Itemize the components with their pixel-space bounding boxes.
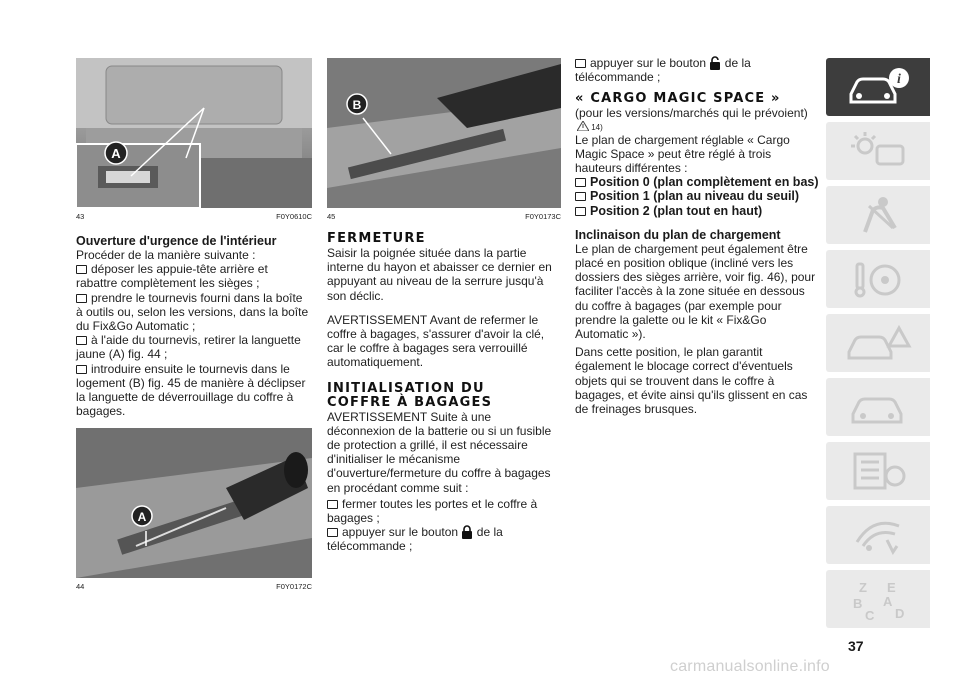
page-number: 37 (848, 638, 864, 654)
figure-number: 44 (76, 582, 85, 592)
inclination-text: Le plan de chargement peut également être placé en position oblique (incliné vers les dossiers des sièges arrière, voir fig. 46), pour faciliter l'accès à la zone située en dessous du coffre à bagages (par exemple pour prendre la galette ou le kit « Fix&Go Automatic »). (575, 241, 816, 342)
svg-text:E: E (887, 580, 896, 595)
reference-note: 14) (575, 121, 819, 133)
position-item: Position 0 (plan complètement en bas) (575, 175, 819, 189)
column-2 (327, 58, 561, 554)
multimedia-icon (843, 512, 913, 558)
checkbox-icon (575, 59, 586, 68)
checkbox-icon (76, 265, 87, 274)
checkbox-icon (575, 192, 586, 201)
figure-44-illustration (76, 428, 312, 578)
list-item: appuyer sur le bouton de la télécommande ; (327, 525, 503, 554)
list-item: introduire ensuite le tournevis dans le logement (B) fig. 45 de manière à déclipser la languette de déverrouillage du coffre à bagages. (76, 361, 306, 419)
svg-text:C: C (865, 608, 875, 622)
list-item: fermer toutes les portes et le coffre à bagages ; (327, 496, 538, 526)
svg-text:Z: Z (859, 580, 867, 595)
alphabetical-index-icon (843, 576, 913, 622)
callout-b: B (352, 98, 362, 112)
watermark: carmanualsonline.info (670, 658, 830, 675)
column-3 (575, 56, 819, 416)
callout-a: A (111, 146, 121, 161)
svg-text:i: i (897, 72, 901, 87)
lock-icon (461, 525, 473, 539)
checkbox-icon (327, 528, 338, 537)
figure-code: F0Y0173C (525, 212, 561, 221)
initialisation-heading-line2: COFFRE À BAGAGES (327, 394, 493, 410)
figure-44-caption (76, 582, 312, 592)
list-item: prendre le tournevis fourni dans la boîte à outils ou, selon les versions, dans la boîte du Fix&Go Automatic ; (76, 290, 309, 334)
tab-index[interactable] (826, 570, 930, 628)
seatbelt-airbag-icon (843, 192, 913, 238)
figure-43-illustration (76, 58, 312, 208)
inclination-text-2: Dans cette position, le plan garantit également le blocage correct d'éventuels objets qui se trouvent dans le coffre à bagages, et évite ainsi qu'ils glissent en cas de freinages brusques. (575, 345, 808, 417)
figure-43-rear-view (76, 58, 312, 208)
specifications-icon (843, 448, 913, 494)
figure-code: F0Y0172C (276, 582, 312, 592)
warning-text: AVERTISSEMENT Avant de refermer le coffre à bagages, s'assurer d'avoir la clé, car le coffre à bagages sera verrouillé automatiquement. (327, 312, 545, 370)
car-warning-icon (843, 320, 913, 366)
checkbox-icon (76, 365, 87, 374)
steering-key-icon (843, 256, 913, 302)
checkbox-icon (327, 500, 338, 509)
tab-car-info[interactable] (826, 58, 930, 116)
checkbox-icon (575, 207, 586, 216)
list-item: déposer les appuie-tête arrière et rabattre complètement les sièges ; (76, 262, 268, 291)
car-service-icon (843, 384, 913, 430)
checkbox-icon (76, 294, 87, 303)
initialisation-heading-line1: INITIALISATION DU (327, 380, 485, 396)
fermeture-heading: FERMETURE (327, 231, 426, 246)
tab-safety[interactable] (826, 186, 930, 244)
list-item: appuyer sur le bouton de la télécommande ; (575, 56, 751, 85)
figure-44-screwdriver (76, 428, 312, 578)
callout-a: A (137, 510, 147, 525)
figure-number: 43 (76, 212, 85, 221)
position-item: Position 2 (plan tout en haut) (575, 204, 819, 218)
warning-triangle-icon (577, 121, 589, 131)
car-info-icon (843, 64, 913, 110)
column-1 (76, 58, 312, 592)
emergency-opening-heading: Ouverture d'urgence de l'intérieur (76, 234, 277, 248)
tab-starting-driving[interactable] (826, 250, 930, 308)
list-item: à l'aide du tournevis, retirer la languette jaune (A) fig. 44 ; (76, 333, 301, 362)
figure-number: 45 (327, 212, 336, 221)
cargo-subtitle: (pour les versions/marchés qui le prévoient) (575, 106, 808, 121)
warning-text: AVERTISSEMENT Suite à une déconnexion de la batterie ou si un fusible de protection a grillé, il est nécessaire d'initialiser le mécanisme d'ouverture/fermeture du coffre à bagages en procédant comme suit : (327, 409, 552, 495)
cargo-text: Le plan de chargement réglable « Cargo Magic Space » peut être réglé à trois hauteurs différentes : (575, 132, 790, 176)
fermeture-text: Saisir la poignée située dans la partie interne du hayon et abaisser ce dernier en appuyant au niveau de la serrure jusqu'à son déclic. (327, 246, 552, 303)
tab-emergency[interactable] (826, 314, 930, 372)
position-item: Position 1 (plan au niveau du seuil) (575, 189, 819, 203)
svg-text:A: A (883, 594, 893, 609)
figure-43-caption (76, 212, 312, 222)
svg-text:D: D (895, 606, 905, 621)
figure-45-illustration (327, 58, 561, 208)
figure-45-caption (327, 212, 561, 222)
figure-45-handle (327, 58, 561, 208)
chapter-tabs (826, 58, 930, 634)
tab-servicing[interactable] (826, 378, 930, 436)
checkbox-icon (76, 336, 87, 345)
inclination-heading: Inclinaison du plan de chargement (575, 227, 781, 242)
unlock-icon (709, 56, 721, 70)
tab-multimedia[interactable] (826, 506, 930, 564)
svg-text:B: B (853, 596, 863, 611)
procedure-intro: Procéder de la manière suivante : (76, 248, 256, 262)
dashboard-lights-icon (843, 128, 913, 174)
tab-dashboard-lights[interactable] (826, 122, 930, 180)
figure-code: F0Y0610C (276, 212, 312, 221)
checkbox-icon (575, 178, 586, 187)
tab-technical-data[interactable] (826, 442, 930, 500)
cargo-magic-space-heading: « CARGO MAGIC SPACE » (575, 91, 781, 107)
